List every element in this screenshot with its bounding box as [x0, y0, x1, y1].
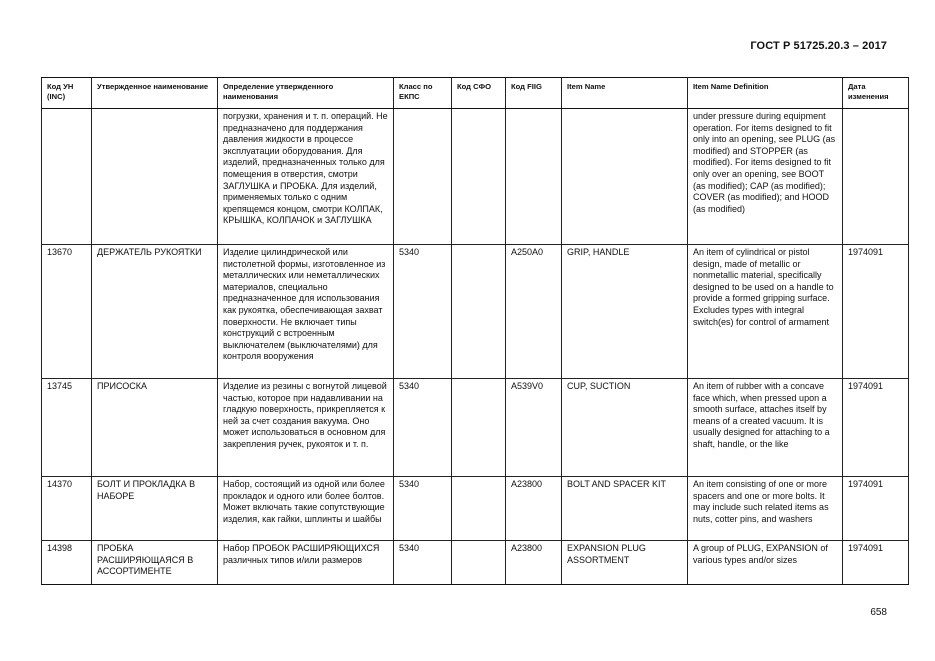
cell-sfo-code — [452, 379, 506, 477]
column-header-definition: Определение утвержденного наименования — [218, 78, 394, 109]
cell-item-name: BOLT AND SPACER KIT — [562, 477, 688, 541]
cell-item-name-definition: A group of PLUG, EXPANSION of various types and/or sizes — [688, 541, 843, 585]
cell-item-name: GRIP, HANDLE — [562, 245, 688, 379]
cell-fiig-code — [506, 109, 562, 245]
table-header-row — [42, 78, 909, 109]
cell-ekps-class: 5340 — [394, 541, 452, 585]
cell-sfo-code — [452, 477, 506, 541]
cell-approved-name: БОЛТ И ПРОКЛАДКА В НАБОРЕ — [92, 477, 218, 541]
column-header-ekps-class: Класс по ЕКПС — [394, 78, 452, 109]
cell-change-date: 1974091 — [843, 245, 909, 379]
column-header-sfo-code: Код СФО — [452, 78, 506, 109]
cell-definition: Изделие цилиндрической или пистолетной формы, изготовленное из металлических или неметаллических материалов, специально предназначенное для использования как рукоятка, обеспечивающая захват поверхности. Не включает типы конструкций с встроенным выключателем (выключателями) для контроля вооружения — [218, 245, 394, 379]
cell-fiig-code: A250A0 — [506, 245, 562, 379]
cell-item-name-definition: An item consisting of one or more spacers and one or more bolts. It may include such related items as nuts, cotter pins, and washers — [688, 477, 843, 541]
document-title: ГОСТ Р 51725.20.3 – 2017 — [750, 40, 887, 52]
table-row — [42, 109, 909, 245]
column-header-item-name-definition: Item Name Definition — [688, 78, 843, 109]
column-header-approved-name: Утвержденное наименование — [92, 78, 218, 109]
table-row — [42, 379, 909, 477]
cell-ekps-class: 5340 — [394, 379, 452, 477]
table-row — [42, 245, 909, 379]
cell-sfo-code — [452, 109, 506, 245]
cell-fiig-code: A23800 — [506, 477, 562, 541]
column-header-fiig-code: Код FIIG — [506, 78, 562, 109]
cell-approved-name: ДЕРЖАТЕЛЬ РУКОЯТКИ — [92, 245, 218, 379]
cell-approved-name: ПРОБКА РАСШИРЯЮЩАЯСЯ В АССОРТИМЕНТЕ — [92, 541, 218, 585]
cell-fiig-code: A23800 — [506, 541, 562, 585]
cell-definition: Изделие из резины с вогнутой лицевой частью, которое при надавливании на гладкую поверхность, прикрепляется к ней за счет создания вакуума. Оно может использоваться в основном для закрепления ручек, рукояток и т. п. — [218, 379, 394, 477]
cell-change-date: 1974091 — [843, 477, 909, 541]
cell-fiig-code: A539V0 — [506, 379, 562, 477]
cell-definition: погрузки, хранения и т. п. операций. Не предназначено для поддержания давления жидкости в процессе эксплуатации оборудования. Для изделий, предназначенных только для помещения в отверстия, смотри ЗАГЛУШКА и ПРОБКА. Для изделий, применяемых только с одним крепящемся концом, смотри КОЛПАК, КРЫШКА, КОЛПАЧОК и ЗАГЛУШКА — [218, 109, 394, 245]
cell-definition: Набор, состоящий из одной или более прокладок и одного или более болтов. Может включать такие сопутствующие изделия, как гайки, шплинты и шайбы — [218, 477, 394, 541]
cell-item-name: CUP, SUCTION — [562, 379, 688, 477]
cell-sfo-code — [452, 245, 506, 379]
cell-sfo-code — [452, 541, 506, 585]
cell-inc: 13670 — [42, 245, 92, 379]
catalog-table — [41, 77, 909, 585]
table-row — [42, 541, 909, 585]
cell-approved-name — [92, 109, 218, 245]
cell-item-name-definition: An item of rubber with a concave face which, when pressed upon a smooth surface, attaches itself by means of a created vacuum. It is usually designed for attaching to a shaft, handle, or the like — [688, 379, 843, 477]
cell-ekps-class — [394, 109, 452, 245]
page-number: 658 — [870, 607, 887, 618]
cell-change-date: 1974091 — [843, 541, 909, 585]
cell-inc: 14398 — [42, 541, 92, 585]
cell-inc: 14370 — [42, 477, 92, 541]
cell-ekps-class: 5340 — [394, 477, 452, 541]
cell-item-name-definition: An item of cylindrical or pistol design, made of metallic or nonmetallic material, specifically designed to be used on a handle to provide a formed gripping surface. Excludes types with integral switch(es) for control of armament — [688, 245, 843, 379]
cell-change-date — [843, 109, 909, 245]
cell-definition: Набор ПРОБОК РАСШИРЯЮЩИХСЯ различных типов и/или размеров — [218, 541, 394, 585]
cell-item-name: EXPANSION PLUG ASSORTMENT — [562, 541, 688, 585]
cell-item-name-definition: under pressure during equipment operation. For items designed to fit only into an opening, see PLUG (as modified) and STOPPER (as modified). For items designed to fit only over an opening, see BOOT (as modified); CAP (as modified); COVER (as modified); and HOOD (as modified) — [688, 109, 843, 245]
cell-ekps-class: 5340 — [394, 245, 452, 379]
column-header-inc: Код УН (INC) — [42, 78, 92, 109]
column-header-item-name: Item Name — [562, 78, 688, 109]
cell-item-name — [562, 109, 688, 245]
column-header-change-date: Дата изменения — [843, 78, 909, 109]
cell-inc: 13745 — [42, 379, 92, 477]
cell-change-date: 1974091 — [843, 379, 909, 477]
cell-approved-name: ПРИСОСКА — [92, 379, 218, 477]
cell-inc — [42, 109, 92, 245]
table-row — [42, 477, 909, 541]
